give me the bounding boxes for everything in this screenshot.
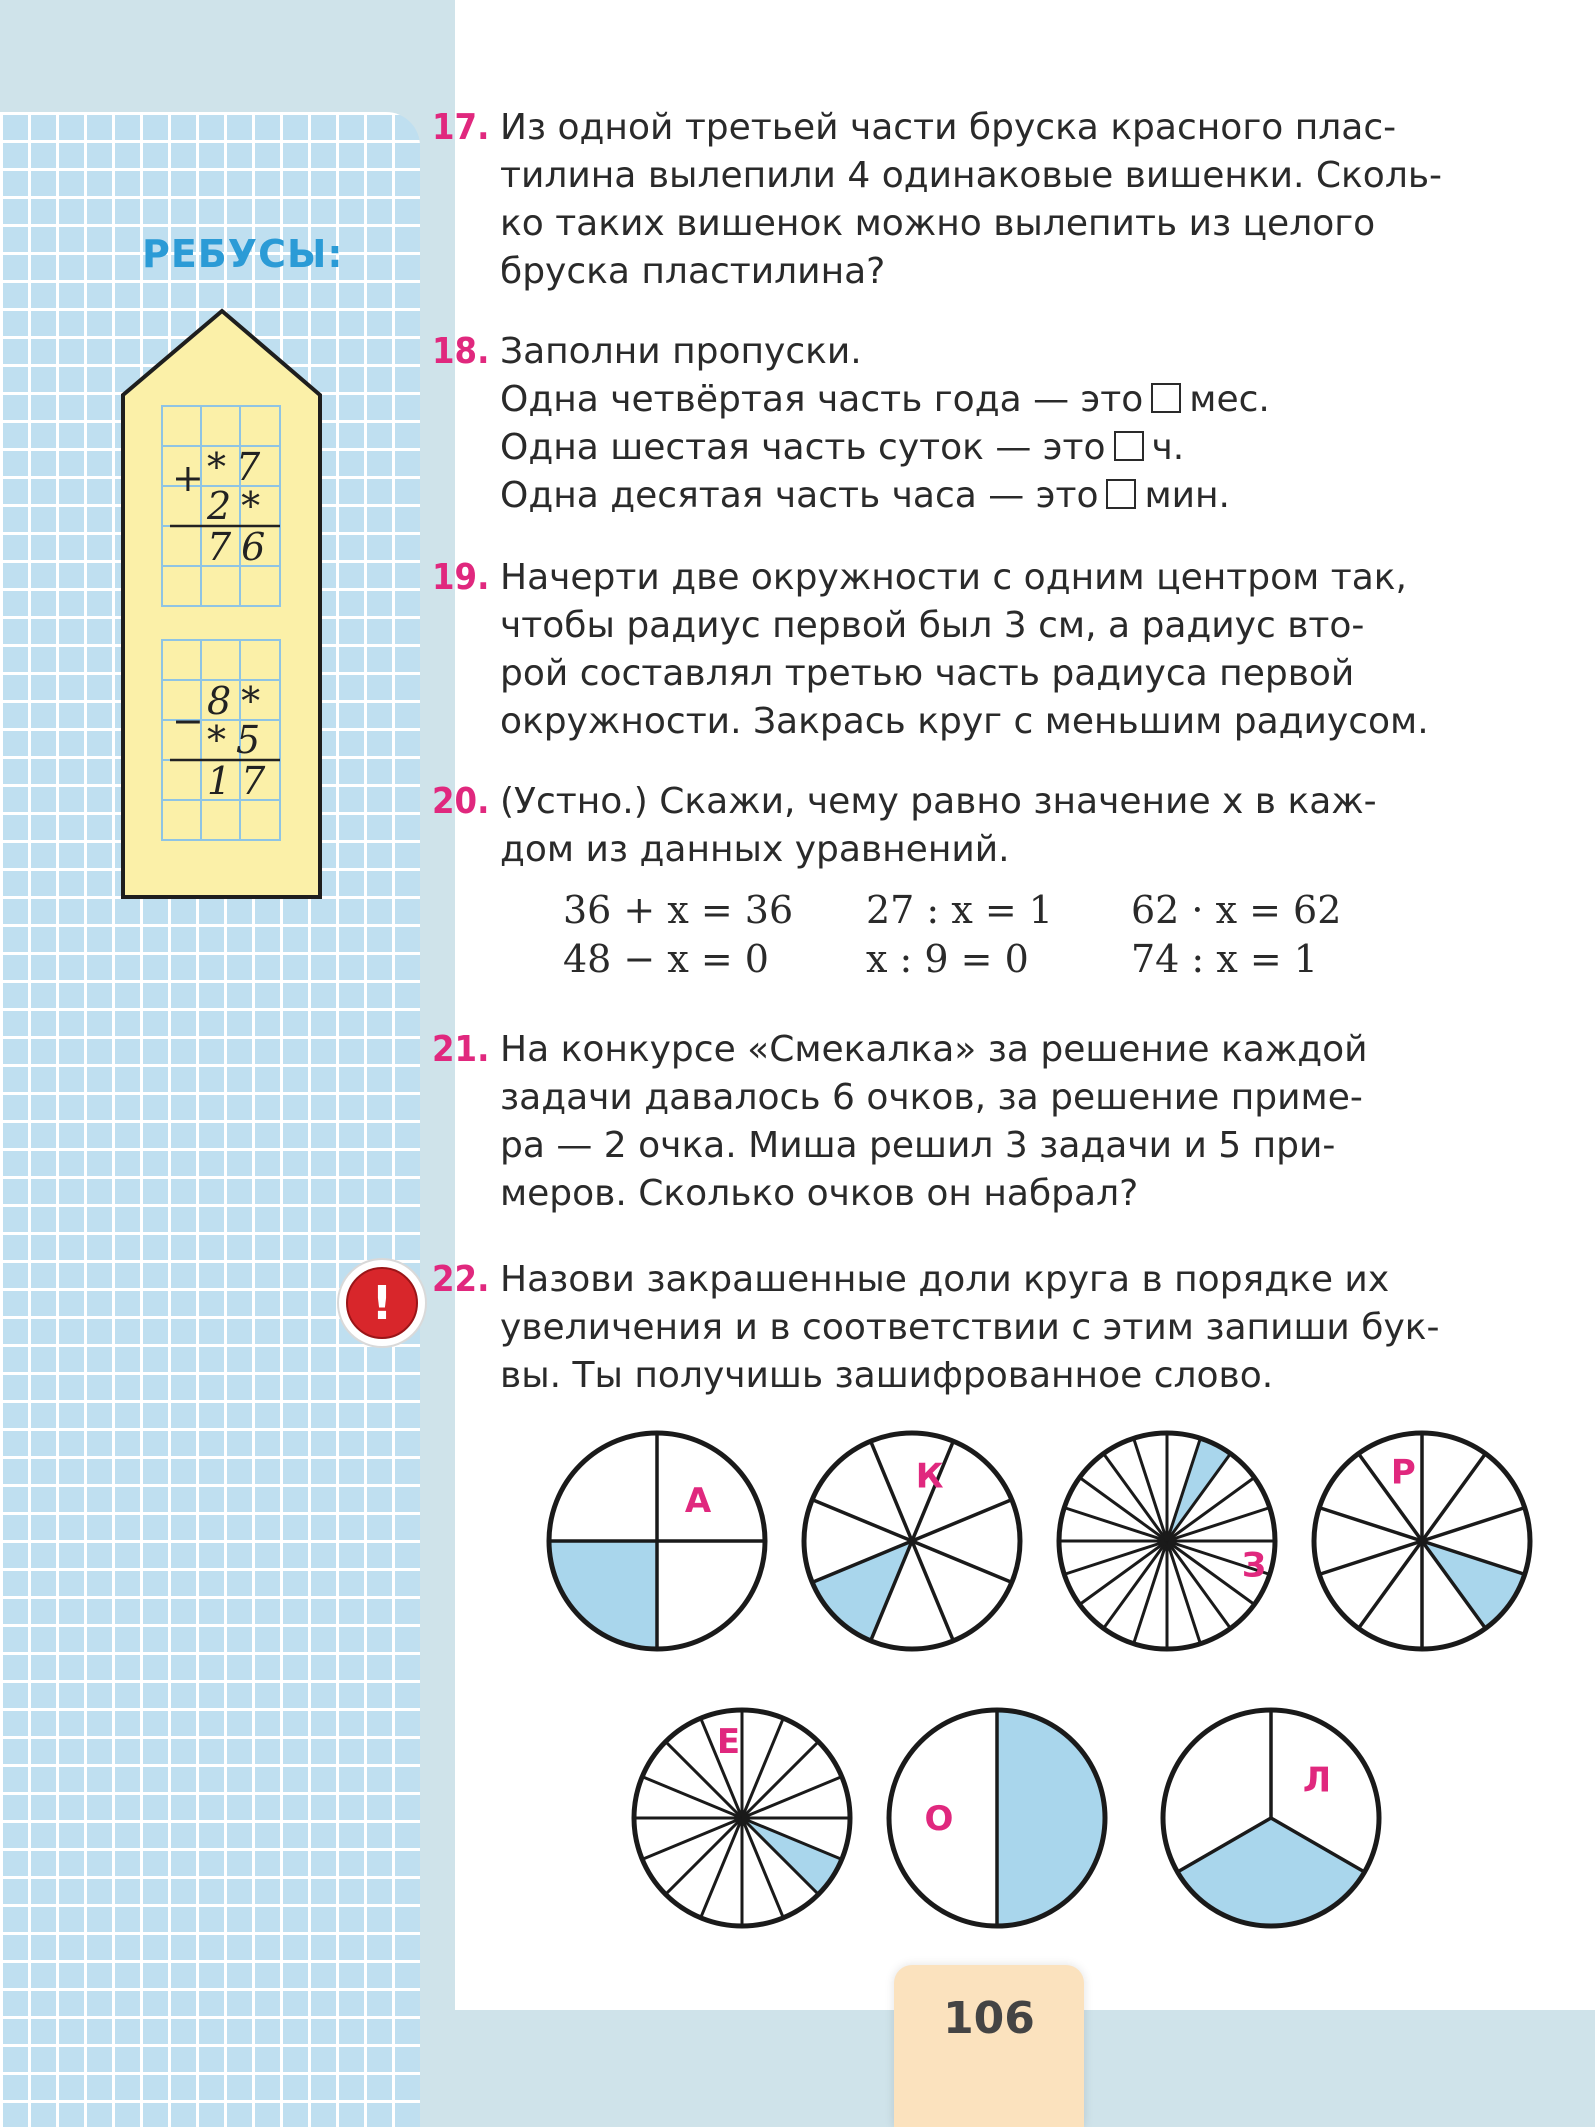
task-text-line: бруска пластилина? [500, 251, 886, 292]
circle-letter: Р [1390, 1452, 1416, 1493]
fill-row-text: Одна четвёртая часть года — это [500, 379, 1144, 420]
circle-letter: Л [1302, 1760, 1332, 1801]
equation: x : 9 = 0 [866, 937, 1029, 981]
page-number: 106 [943, 1993, 1035, 2044]
task-text-line: Назови закрашенные доли круга в порядке их [500, 1259, 1390, 1300]
task-text-line: тилина вылепили 4 одинаковые вишенки. Сколь- [500, 155, 1443, 196]
rebus-add-row1: *7 [207, 445, 271, 489]
rebus-sub-row2: *5 [207, 718, 271, 762]
task-number: 18. [432, 331, 490, 372]
answer-box[interactable] [1106, 479, 1136, 509]
task-number: 17. [432, 107, 490, 148]
task-text-line: задачи давалось 6 очков, за решение приме- [500, 1077, 1363, 1118]
rebus-sub-row1: 8* [207, 679, 271, 723]
alert-symbol: ! [371, 1276, 393, 1330]
task-20 [432, 778, 1500, 874]
task-number: 21. [432, 1029, 490, 1070]
circle-letter: О [924, 1799, 954, 1839]
fill-row-text: Одна десятая часть часа — это [500, 475, 1099, 516]
equation: 74 : x = 1 [1131, 937, 1318, 981]
fill-row-text: Одна шестая часть суток — это [500, 427, 1106, 468]
task-19 [432, 554, 1500, 746]
fraction-circle [549, 1433, 765, 1649]
fill-row [500, 472, 1500, 520]
task-text-line: дом из данных уравнений. [500, 829, 1010, 870]
fill-row-unit: мин. [1144, 475, 1231, 516]
exclamation-icon [336, 1257, 428, 1349]
fill-row-unit: мес. [1189, 379, 1270, 420]
rebus-add-result: 76 [207, 525, 276, 569]
answer-box[interactable] [1114, 431, 1144, 461]
task-text-line: Начерти две окружности с одним центром так, [500, 557, 1407, 598]
task-text-line: меров. Сколько очков он набрал? [500, 1173, 1139, 1214]
rebus-add-row2: 2* [207, 484, 271, 528]
task-22 [432, 1256, 1500, 1400]
task-text-line: увеличения и в соответствии с этим запиши бук- [500, 1307, 1440, 1348]
fraction-circle [804, 1433, 1020, 1649]
task-21 [432, 1026, 1500, 1218]
task-text-line: ко таких вишенок можно вылепить из целого [500, 203, 1376, 244]
fraction-circle [889, 1710, 1105, 1926]
circle-letter: Е [716, 1722, 741, 1763]
task-number: 22. [432, 1259, 490, 1300]
fraction-circle [1059, 1433, 1275, 1649]
task-18 [432, 328, 1500, 520]
task-number: 19. [432, 557, 490, 598]
task-number: 20. [432, 781, 490, 822]
task-text-line: На конкурсе «Смекалка» за решение каждой [500, 1029, 1368, 1070]
equation: 27 : x = 1 [866, 888, 1053, 932]
task-text-line: окружности. Закрась круг с меньшим радиусом. [500, 701, 1429, 742]
rebus-sub-sign: − [172, 699, 204, 743]
task-17 [432, 104, 1500, 296]
task-text-line: чтобы радиус первой был 3 см, а радиус вто- [500, 605, 1365, 646]
fraction-circle [1314, 1433, 1530, 1649]
answer-box[interactable] [1151, 383, 1181, 413]
rebus-add-sign: + [172, 456, 204, 500]
fill-row [500, 424, 1500, 472]
fill-row [500, 376, 1500, 424]
fraction-circles [455, 1400, 1595, 1960]
task-text-line: вы. Ты получишь зашифрованное слово. [500, 1355, 1274, 1396]
equation: 36 + x = 36 [563, 888, 794, 932]
task-intro: Заполни пропуски. [500, 331, 862, 372]
fraction-circle [1163, 1710, 1379, 1926]
fill-row-unit: ч. [1151, 427, 1185, 468]
rebus-sub-result: 17 [207, 759, 276, 803]
circle-letter: З [1241, 1545, 1267, 1586]
task-text-line: рой составлял третью часть радиуса первой [500, 653, 1355, 694]
rebus-card [120, 308, 324, 900]
sidebar-title: РЕБУСЫ: [142, 232, 344, 276]
circle-letter: К [915, 1456, 944, 1497]
task-text-line: ра — 2 очка. Миша решил 3 задачи и 5 при- [500, 1125, 1336, 1166]
circle-letter: А [684, 1480, 712, 1521]
equation: 62 · x = 62 [1131, 888, 1342, 932]
equation: 48 − x = 0 [563, 937, 769, 981]
task-text-line: Из одной третьей части бруска красного плас- [500, 107, 1397, 148]
task-text-line: (Устно.) Скажи, чему равно значение x в каж- [500, 781, 1377, 822]
shaded-sector [997, 1710, 1105, 1926]
fraction-circle [634, 1710, 850, 1926]
page-number-tab [894, 1965, 1084, 2127]
